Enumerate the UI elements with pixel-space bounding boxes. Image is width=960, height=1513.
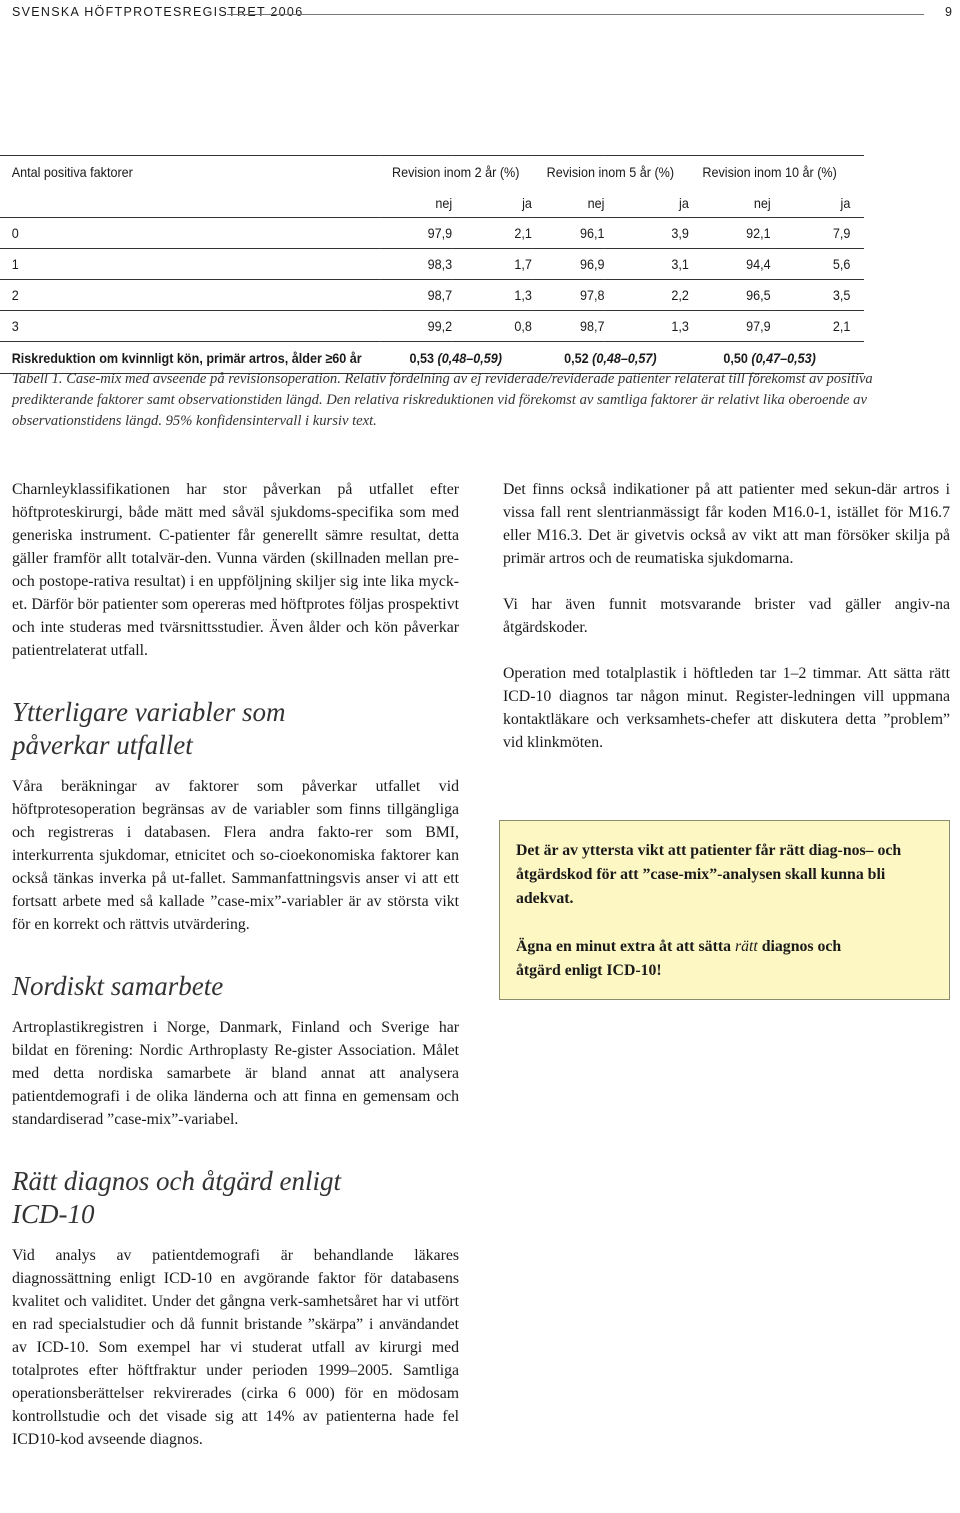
- table-cell: 97,8: [532, 280, 605, 311]
- risk-estimate: 0,53: [409, 349, 435, 366]
- right-column: [503, 478, 950, 777]
- row-label: 0: [0, 218, 380, 249]
- group-header-5yr: Revision inom 5 år (%): [532, 156, 689, 189]
- group-header-10yr: Revision inom 10 år (%): [689, 156, 851, 189]
- body-paragraph: Operation med totalplastik i höftleden tar 1–2 timmar. Att sätta rätt ICD-10 diagnos tar någon minut. Register-ledningen vill uppmana kontaktläkare och verksamhets-chefer att diskutera detta ”problem” vid klinkmöten.: [503, 665, 950, 751]
- section-heading: Ytterligare variabler som påverkar utfallet: [12, 697, 286, 760]
- corner-label: Antal positiva faktorer: [0, 156, 380, 189]
- table-row: [0, 218, 864, 249]
- table-cell: 98,7: [532, 311, 605, 342]
- table-cell: 98,7: [380, 280, 453, 311]
- confidence-interval: (0,48–0,59): [437, 349, 502, 366]
- table-cell: 1,3: [452, 280, 532, 311]
- table-row: [0, 311, 864, 342]
- table-cell: 97,9: [380, 218, 453, 249]
- table-cell: 94,4: [689, 249, 771, 280]
- table-cell: 96,5: [689, 280, 771, 311]
- risk-estimate: 0,52: [564, 349, 589, 366]
- subheader-cell: nej: [753, 194, 771, 211]
- table-cell: 2,1: [771, 311, 851, 342]
- table-row: [0, 249, 864, 280]
- page-number: 9: [945, 5, 952, 19]
- table-cell: 3,1: [604, 249, 688, 280]
- running-header: [12, 5, 952, 23]
- callout-text-2: Ägna en minut extra åt att sätta rätt diagnos och åtgärd enligt ICD-10!: [516, 938, 842, 979]
- emphasis: rätt: [734, 938, 758, 955]
- row-label: 2: [0, 280, 380, 311]
- table-cell: 0,8: [452, 311, 532, 342]
- table-cell: 97,9: [689, 311, 771, 342]
- left-column: [12, 478, 459, 1451]
- subheader-cell: ja: [840, 194, 851, 211]
- highlight-box: [499, 820, 950, 1000]
- table-cell: 1,3: [604, 311, 688, 342]
- section-paragraph: Våra beräkningar av faktorer som påverkar utfallet vid höftprotesoperation begränsas av de variabler som finns tillgängliga och registreras i databasen. Flera andra fakto-rer som BMI, interkurrenta sjukdomar, etnicitet och so-cioekonomiska faktorer kan också tänkas inverka på ut-fallet. Sammanfattningsvis anser vi att ett fortsatt arbete med så kallade ”case-mix”-variabler är av största vikt för en korrekt och rättvis utvärdering.: [12, 778, 459, 933]
- table-cell: 92,1: [689, 218, 771, 249]
- section-heading: Nordiskt samarbete: [12, 971, 224, 1001]
- table-cell: 2,1: [452, 218, 532, 249]
- table-cell: 7,9: [771, 218, 851, 249]
- risk-estimate: 0,50: [723, 349, 748, 366]
- row-label: 3: [0, 311, 380, 342]
- confidence-interval: (0,47–0,53): [751, 349, 816, 366]
- subheader-cell: ja: [522, 194, 532, 211]
- publication-title: SVENSKA HÖFTPROTESREGISTRET 2006: [12, 5, 304, 19]
- table-caption: Tabell 1. Case-mix med avseende på revisionsoperation. Relativ fördelning av ej reviderade/reviderade patienter relaterat till förekomst av positiva predikterande faktorer samt observationstiden längd. Den relativa riskreduktionen vid förekomst av samtliga faktorer är relativt lika oberoende av observationstidens längd. 95% konfidensintervall i kursiv text.: [12, 371, 873, 429]
- body-paragraph: Vi har även funnit motsvarande brister vad gäller angiv-na åtgärdskoder.: [503, 596, 950, 636]
- section-heading: Rätt diagnos och åtgärd enligt ICD-10: [12, 1166, 341, 1229]
- table-cell: 96,9: [532, 249, 605, 280]
- section-paragraph: Artroplastikregistren i Norge, Danmark, Finland och Sverige har bildat en förening: Nordic Arthroplasty Re-gister Association. Målet med detta nordiska samarbete är bland annat att analysera patientdemografi i de olika länderna och att finna en gemensam och standardiserad ”case-mix”-variabel.: [12, 1019, 459, 1128]
- table-cell: 99,2: [380, 311, 453, 342]
- subheader-cell: nej: [587, 194, 605, 211]
- table-cell: 1,7: [452, 249, 532, 280]
- intro-paragraph: Charnleyklassifikationen har stor påverkan på utfallet efter höftproteskirurgi, både mätt med såväl sjukdoms-specifika som med generiska instrument. C-patienter får generellt sämre resultat, detta gäller framför allt totalvär-den. Vunna värden (skillnaden mellan pre- och postope-rativa resultat) i en uppföljning skiljer sig inte lika myck-et. Därför bör patienter som opereras med höftprotes följas prospektivt och inte studeras med tvärsnittsstudier. Även ålder och kön påverkar patientrelaterat utfall.: [12, 481, 459, 659]
- section-paragraph: Vid analys av patientdemografi är behandlande läkares diagnossättning enligt ICD-10 en avgörande faktor för databasens kvalitet och validitet. Under det gångna verk-samhetsåret har vi utfört en rad specialstudier och då funnit bristande ”skärpa” i användandet av ICD-10. Som exempel har vi studerat utfall av kirurgi med totalprotes efter höftfraktur under perioden 1999–2005. Samtliga operationsberättelser rekvirerades (cirka 6 000) för en mödosam kontrollstudie och det visade sig att 14% av patienterna hade fel ICD10-kod avseende diagnos.: [12, 1247, 459, 1448]
- subheader-cell: nej: [435, 194, 453, 211]
- table-cell: 3,5: [771, 280, 851, 311]
- table-cell: 2,2: [604, 280, 688, 311]
- table-cell: 3,9: [604, 218, 688, 249]
- table-cell: 5,6: [771, 249, 851, 280]
- row-label: 1: [0, 249, 380, 280]
- risk-label: Riskreduktion om kvinnligt kön, primär artros, ålder ≥60 år: [0, 342, 380, 374]
- callout-text: Det är av yttersta vikt att patienter får rätt diag-nos– och åtgärdskod för att ”case-mix”-analysen skall kunna bli adekvat.: [516, 842, 902, 907]
- subheader-cell: ja: [679, 194, 689, 211]
- table-cell: 98,3: [380, 249, 453, 280]
- table-subheader: [0, 188, 864, 218]
- confidence-interval: (0,48–0,57): [592, 349, 657, 366]
- group-header-2yr: Revision inom 2 år (%): [380, 156, 532, 189]
- table-row: [0, 280, 864, 311]
- table-cell: 96,1: [532, 218, 605, 249]
- body-paragraph: Det finns också indikationer på att patienter med sekun-där artros i vissa fall rent slentrianmässigt får koden M16.0-1, istället för M16.7 eller M16.3. Det är givetvis också av vikt att man försöker skilja på primär artros och de reumatiska sjukdomarna.: [503, 481, 950, 567]
- header-rule: [227, 14, 924, 15]
- case-mix-table: [0, 155, 864, 374]
- table-group-header: [0, 156, 864, 189]
